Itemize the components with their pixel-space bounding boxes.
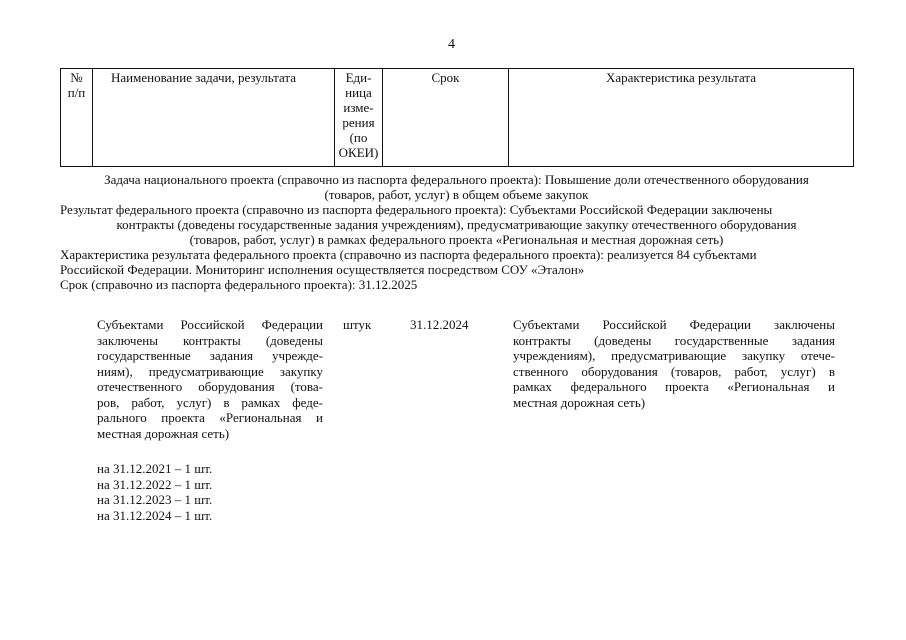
result-line-3: (товаров, работ, услуг) в рамках федерального проекта «Региональная и местная дорожная сеть): [189, 232, 724, 247]
milestone-item: на 31.12.2022 – 1 шт.: [97, 476, 213, 492]
result-characteristic-line: контракты (доведены государственные задания: [513, 332, 835, 348]
header-number-line2: п/п: [67, 85, 86, 100]
page-number: 4: [448, 37, 455, 52]
result-characteristic-line: местная дорожная сеть): [513, 394, 646, 410]
header-unit-line: (по: [349, 130, 368, 145]
result-name-cell: [97, 317, 323, 441]
header-unit-line: изме-: [343, 100, 374, 115]
result-characteristic-line: ственного оборудования (товаров, работ, услуг) в: [513, 363, 835, 379]
result-unit: штук: [343, 317, 372, 332]
characteristic-line-1: Характеристика результата федерального проекта (справочно из паспорта федерального проекта): реализуется 84 субъектами: [60, 247, 757, 262]
result-characteristic-line: учреждениям), предусматривающие закупку отече-: [513, 348, 835, 363]
result-characteristic-line: Субъектами Российской Федерации заключены: [513, 317, 835, 332]
header-cell-number: [61, 69, 93, 167]
deadline-line: Срок (справочно из паспорта федерального проекта): 31.12.2025: [60, 277, 418, 292]
result-characteristic-cell: [513, 317, 835, 410]
result-name-line: местная дорожная сеть): [97, 425, 230, 441]
result-name-line: государственные задания учрежде-: [97, 348, 323, 363]
result-name-line: ниям), предусматривающие закупку: [97, 363, 323, 379]
milestone-item: на 31.12.2023 – 1 шт.: [97, 492, 213, 507]
header-number-line1: №: [70, 70, 83, 85]
result-line-2: контракты (доведены государственные задания учреждениям), предусматривающие закупку отечественного оборудования: [116, 217, 797, 232]
section-block: [60, 172, 853, 292]
result-characteristic-line: рамках федерального проекта «Региональная и: [513, 379, 835, 394]
header-table: [60, 68, 854, 167]
characteristic-line-2: Российской Федерации. Мониторинг исполнения осуществляется посредством СОУ «Эталон»: [60, 262, 585, 277]
header-cell-characteristic: [509, 69, 854, 167]
header-cell-name: [93, 69, 335, 167]
header-unit-line: рения: [342, 115, 375, 130]
header-term-label: Срок: [431, 70, 460, 85]
task-line-2: (товаров, работ, услуг) в общем объеме закупок: [324, 187, 589, 202]
header-unit-line: ОКЕИ): [338, 145, 379, 160]
header-name-label: Наименование задачи, результата: [111, 70, 297, 85]
header-cell-term: [383, 69, 509, 167]
header-unit-line: ница: [345, 85, 372, 100]
result-name-line: отечественного оборудования (това-: [97, 379, 323, 394]
header-cell-unit: [335, 69, 383, 167]
result-name-line: рального проекта «Региональная и: [97, 410, 323, 425]
milestones-list: [97, 461, 297, 523]
milestone-item: на 31.12.2021 – 1 шт.: [97, 461, 213, 476]
header-unit-line: Еди-: [345, 70, 372, 85]
result-term: 31.12.2024: [410, 317, 469, 332]
header-characteristic-label: Характеристика результата: [605, 70, 757, 85]
result-line-1: Результат федерального проекта (справочно из паспорта федерального проекта): Субъектами Российской Федерации заключены: [60, 202, 773, 217]
task-line-1: Задача национального проекта (справочно из паспорта федерального проекта): Повышение доли отечественного оборудования: [104, 172, 809, 187]
header-row: [61, 69, 854, 167]
result-name-line: заключены контракты (доведены: [97, 332, 323, 348]
milestone-item: на 31.12.2024 – 1 шт.: [97, 507, 213, 523]
result-name-line: Субъектами Российской Федерации: [97, 317, 323, 332]
result-name-line: ров, работ, услуг) в рамках феде-: [97, 394, 323, 410]
